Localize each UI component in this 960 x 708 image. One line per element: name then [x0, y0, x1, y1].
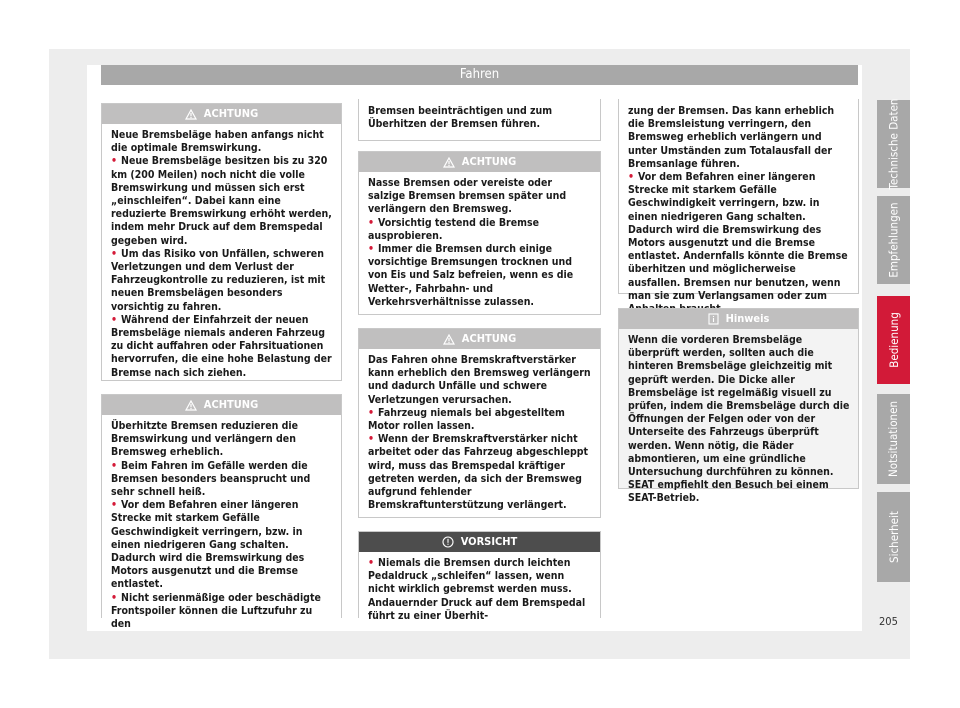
warning-bar — [102, 104, 341, 124]
continued-text: zung der Bremsen. Das kann erheblich die Bremsleistung verringern, den Bremsweg erheblich verlängern und unter Umständen zum Totalausfall der Bremsanlage führen. — [628, 105, 835, 170]
warning-box-overheated-brakes — [101, 394, 342, 631]
hinweis-bar — [619, 309, 858, 329]
warning-triangle-icon — [443, 157, 455, 168]
tab-sicherheit[interactable]: Sicherheit — [877, 492, 910, 582]
warning-bar — [359, 329, 600, 349]
tab-bedienung[interactable]: Bedienung — [877, 296, 910, 384]
warning-triangle-icon — [443, 334, 455, 345]
list-item: • Vor dem Befahren einer längeren Strecke mit starkem Gefälle Geschwindigkeit verringern, bzw. in einen niedrigeren Gang schalten. Dadurch wird die Bremswirkung des Motors ausgenutzt und die Bremse entlastet. Andernfalls könnte die Bremse überhitzen und möglicherweise ausfallen. Bremsen nur benutzen, wenn man sie zum Verlangsamen oder zum — [628, 171, 848, 302]
hinweis-box — [618, 308, 859, 505]
warning-box-continuation — [358, 99, 601, 141]
list-item: • Wenn der Bremskraftverstärker nicht arbeitet oder das Fahrzeug abgeschleppt wird, muss das Bremspedal kräftiger getreten werden, da sich der Bremsweg aufgrund fehlender Bremskraftunterstützung verlängert. — [368, 433, 589, 512]
hinweis-text: Wenn die vorderen Bremsbeläge überprüft werden, sollten auch die hinteren Bremsbeläge gleichzeitig mit geprüft werden. Die Dicke aller Bremsbeläge ist regelmäßig visuell zu prüfen, indem die Bremsbeläge durch die Öffnungen der Felgen oder von der Unterseite des Fahrzeugs überprüft werden. Wenn nötig, die Räder abmontieren, um eine gründliche Untersuchung durchführen zu können. SEAT empfiehlt den Besuch bei einem SEAT-Betrieb. — [628, 334, 850, 505]
list-item: • Immer die Bremsen durch einige vorsichtige Bremsungen trocknen und von Eis und Salz befreien, wenn es die Wetter-, Fahrbahn- und Verkehrsverhältnisse zulassen. — [368, 243, 574, 308]
warning-intro: Überhitzte Bremsen reduzieren die Bremswirkung und verlängern den Bremsweg erheblich. — [111, 420, 299, 459]
hinweis-note-icon — [708, 313, 719, 325]
list-item: • Während der Einfahrzeit der neuen Bremsbeläge niemals anderen Fahrzeug zu dicht auffahren oder Fahrsituationen hervorrufen, die eine hohe Belastung der Bremse nach sich ziehen. — [111, 313, 332, 379]
tab-notsituationen[interactable]: Notsituationen — [877, 394, 910, 484]
warning-title: ACHTUNG — [461, 332, 517, 345]
list-item: • Nicht serienmäßige oder beschädigte Frontspoiler können die Luftzufuhr zu den — [111, 591, 321, 631]
list-item: • Beim Fahren im Gefälle werden die Bremsen besonders beansprucht und sehr schnell heiß. — [111, 459, 311, 499]
page-number: 205 — [879, 615, 898, 628]
tab-empfehlungen[interactable]: Empfehlungen — [877, 196, 910, 284]
continued-text: Bremsen beeinträchtigen und zum Überhitzen der Bremsen führen. — [368, 105, 553, 131]
warning-bar — [102, 395, 341, 415]
vorsicht-box — [358, 531, 601, 622]
warning-box-brake-booster — [358, 328, 601, 518]
hinweis-title: Hinweis — [725, 312, 770, 325]
vorsicht-title: VORSICHT — [460, 535, 518, 548]
warning-title: ACHTUNG — [203, 398, 259, 411]
warning-box-new-brake-pads — [101, 103, 342, 381]
warning-triangle-icon — [185, 109, 197, 120]
list-item: • Um das Risiko von Unfällen, schweren Verletzungen und dem Verlust der Fahrzeugkontrolle zu reduzieren, ist mit neuen Bremsbelägen besonders vorsichtig zu fahren. — [111, 247, 326, 313]
info-circle-icon — [442, 536, 454, 548]
warning-intro: Neue Bremsbeläge haben anfangs nicht die optimale Bremswirkung. — [111, 129, 324, 155]
page-header: Fahren — [101, 65, 858, 85]
list-item: • Neue Bremsbeläge besitzen bis zu 320 km (200 Meilen) noch nicht die volle Bremswirkung und müssen sich erst „einschleifen“. Dabei kann eine reduzierte Bremswirkung erhöht werden, indem mehr Druck auf dem Bremspedal gegeben wird. — [111, 155, 332, 247]
list-item: • Niemals die Bremsen durch leichten Pedaldruck „schleifen“ lassen, wenn nicht wirklich gebremst werden muss. Andauernder Druck auf dem Bremspedal führt zu einer Überhit- — [368, 557, 586, 622]
warning-triangle-icon — [185, 400, 197, 411]
warning-box-wet-brakes — [358, 151, 601, 315]
warning-bar — [359, 152, 600, 172]
warning-title: ACHTUNG — [203, 107, 259, 120]
list-item: • Fahrzeug niemals bei abgestelltem Motor rollen lassen. — [368, 406, 565, 433]
list-item: • Vor dem Befahren einer längeren Strecke mit starkem Gefälle Geschwindigkeit verringern, bzw. in einen niedrigeren Gang schalten. Dadurch wird die Bremswirkung des Motors ausgenutzt und die Bremse entlastet. — [111, 499, 305, 591]
warning-intro: Das Fahren ohne Bremskraftverstärker kann erheblich den Bremsweg verlängern und dadurch Unfälle und schwere Verletzungen verursachen. — [368, 354, 591, 406]
warning-title: ACHTUNG — [461, 155, 517, 168]
vorsicht-box-continuation — [618, 99, 859, 302]
vorsicht-bar — [359, 532, 600, 552]
list-item: • Vorsichtig testend die Bremse ausprobieren. — [368, 216, 540, 242]
warning-intro: Nasse Bremsen oder vereiste oder salzige Bremsen bremsen später und verlängern den Bremsweg. — [368, 177, 567, 216]
tab-technische-daten[interactable]: Technische Daten — [877, 100, 910, 188]
